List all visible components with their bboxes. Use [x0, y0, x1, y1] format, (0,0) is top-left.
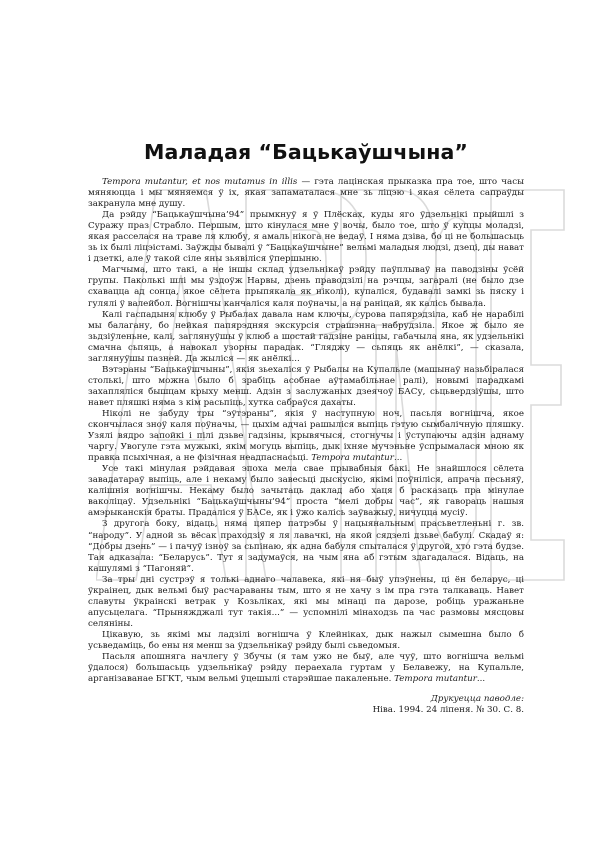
article-body — [88, 177, 524, 685]
paragraph-9: За тры дні сустрэў я толькі аднаго чалавека, які ня быў упэўнены, ці ён беларус, ці ўкраінец, дык вельмі быў расчараваны тым, што я не хачу з ім пра гэта талкаваць. Навет славуты ўкраінскі ветрак у Козьліках, які мы мінаці па дарозе, робіць уражаньне апусьцелага. “Прыняжджалі тут такія...” — успомнілі мінаходзь па час размовы мясцовы селяніны. — [88, 574, 524, 629]
paragraph-1: Tempora mutantur, et nos mutamus in illis — гэта лацінская прыказка пра тое, што часы мяняюцца і мы мяняемся ў іх, якая запаматалася мне зь ліцэю і якая сёлета сапраўды закранула мне душу. — [88, 177, 525, 210]
article — [88, 140, 524, 716]
paragraph-7: Усе такі мінулая рэйдавая эпоха мела свае прывабныя бакі. Не знайшлося сёлета завадатараў выпіць, але і некаму было завесьці дыскусію, якімі поўніліся, апрача песьняў, калішнія вогнішчы. Некаму было зачытаць даклад або хаця б расказаць пра мінулае ваколіцаў. Удзельнікі “Бацькаўшчыны’94” проста “мелі добры час”, як гавораць нашыя амэрыканскія браты. Прадаліся ў БАСе, як і ўжо калісь заўважыў, ничуцца мусіў. — [88, 464, 524, 519]
source-note — [88, 694, 524, 716]
paragraph-10: Цікавую, зь якімі мы ладзілі вогнішча ў Клейніках, дык нажыл сымешна было б усьведаміць, бо ены ня менш за ўдзельнікаў рэйду былі сьведомыя. — [88, 629, 524, 651]
paragraph-3: Магчыма, што такі, а не іншы склад удзельнікаў рэйду паўплываў на паводзіны ўсёй групы. Паколькі шлі мы ўздоўж Нарвы, дзень праводзілі на рэчцы, загаралі (не было дзе схавацца ад сонца, якое сёлета прыпякала як ніколі), купаліся, будавалі замкі зь пяску і гулялі ў валейбол. Вогнішчы канчаліся каля поўначы, а на раніцай, як калісь бывала. — [88, 265, 524, 309]
article-title: Маладая “Бацькаўшчына” — [143, 140, 469, 164]
source-citation: Ніва. 1994. 24 ліпеня. № 30. С. 8. — [372, 705, 524, 716]
paragraph-2: Да рэйду “Бацькаўшчына’94” прымкнуў я ў Плёсках, куды яго ўдзельнікі прыйшлі з Суражу праз Страбло. Першым, што кінулася мне ў вочы, было тое, што ў купцы моладзі, якая расселася на траве ля клюбу, я амаль нікога не ведаў. І няма дзіва, бо ці не большасьць зь іх былі ліцэістамі. Заўжды бывалі ў “Бацькаўшчыне” вельмі маладыя людзі, дзеці, ды нават і дзеткі, але ў такой сіле яны зьявіліся ўпершыню. — [88, 210, 524, 265]
paragraph-8: З другога боку, відаць, няма цяпер патрэбы ў нацыянальным прасьветленьні г. зв. “народу”. У адной зь вёсак праходзіў я ля лавачкі, на якой сядзелі дзьве бабулі. Скадаў я: “Добры дзень” — і пачуў ізноў за сьпінаю, як адна бабуля спыталася ў другой, хто гэта будзе. Тая адказала: “Беларусь”. Тут я задумаўся, на чым яна аб гэтым здагадалася. Відаць, на кашулямі з “Пагоняй”. — [88, 519, 524, 574]
source-label: Друкуецца паводле: — [430, 694, 524, 705]
paragraph-4: Калі гаспадыня клюбу ў Рыбалах давала нам ключы, сурова папярэдзіла, каб не нарабілі мы балагану, бо нейкая папярэдняя экскурсія страшэнна набрудзіла. Якое ж было яе зьдзіўленьне, калі, заглянуўшы ў клюб а шостай гадзіне раніцы, габачыла яна, як удзельнікі смачна сьпяць, а навокал узорны парадак. “Гляджу — сьпяць як анёлкі”, — сказала, заглянуўшы пазней. Да жыліся — як анёлкі... — [88, 309, 524, 364]
paragraph-5: Вэтэраны “Бацькаўшчыны”, якія зьехаліся ў Рыбалы на Купальле (машынаў назьбіралася столькі, што можна было б зрабіць асобнае аўтамабільнае ралі), новымі парадкамі захапляліся бышцам крыху менш. Адзін з заслужаных дзеячоў БАСу, сьцьвердзіўшы, што навет пляшкі няма з кім расьпіць, хутка сабраўся дахаты. — [88, 364, 524, 408]
paragraph-11: Пасьля апошняга начлегу ў Збучы (я там ужо не быў, але чуў, што вогнішча вельмі ўдалося) большасьць удзельнікаў рэйду пераехала гуртам у Белавежу, на Купальле, арганізаванае БГКТ, чым вельмі ўцешылі старэйшае пакаленьне. Tempora mutantur... — [88, 652, 524, 685]
paragraph-6: Ніколі не забуду тры “эўтэраны”, якія ў наступную ноч, пасьля вогнішча, якое скончылася зноў каля поўначы, — цыхім адчаі рашыліся выпіць гэтую сымбалічную пляшку. Узялі вядро запойкі і пілі дзьве гадзіны, крывячыся, стогнучы і ўступаючы адзін аднаму чаргу. Увогуле гэта мужыкі, якім могуць выпіць, дык іхняе мучэньне ўспрымалася мною як правка псыхічная, а не фізічная неадпаснасьці. Tempora mutantur... — [88, 408, 524, 464]
